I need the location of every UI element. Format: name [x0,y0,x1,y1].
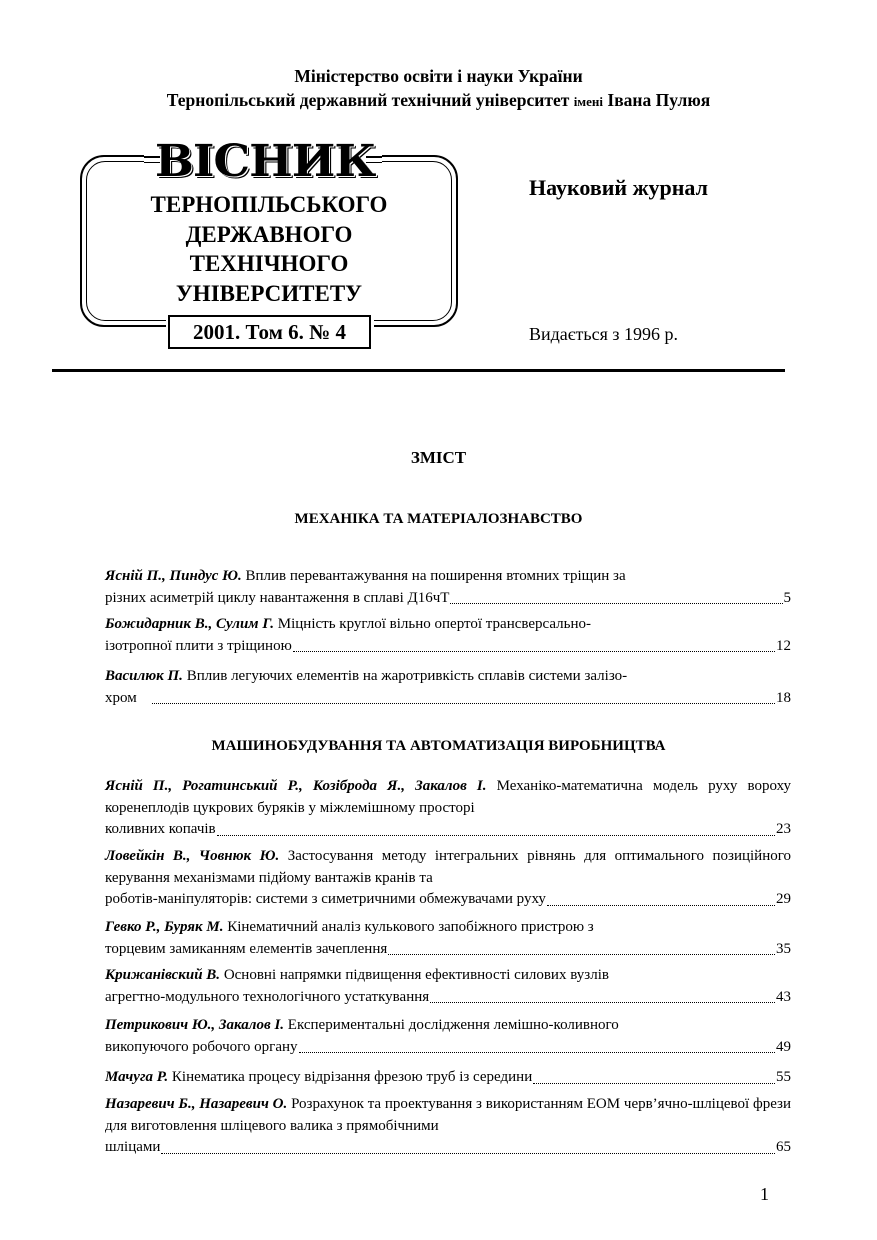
entry-authors: Божидарник В., Сулим Г. [105,616,275,632]
entry-authors: Гевко Р., Буряк М. [105,919,224,935]
entry-title: Вплив легуючих елементів на жаротривкість сплавів системи залізо- [186,668,628,684]
entry-authors: Назаревич Б., Назаревич О. [105,1096,288,1112]
ministry-name: Міністерство освіти і науки України [294,66,583,86]
toc-entry[interactable]: Ловейкін В., Човнюк Ю. Застосування методу інтегральних рівнянь для оптимального позиційного керування механізмами підйому вантажів кранів та роботів-маніпуляторів: системи з симетричними обмежувачами руху 29 [105,846,791,911]
toc-entry[interactable]: Гевко Р., Буряк М. Кінематичний аналіз кулькового запобіжного пристрою з торцевим замиканням елементів зачеплення 35 [105,917,791,960]
toc-entry[interactable]: Ясній П., Рогатинський Р., Козіброда Я., Закалов І. Механіко-математична модель руху вороху коренеплодів цукрових буряків у міжлемішному просторі коливних копачів 23 [105,776,791,841]
entry-title: Основні напрямки підвищення ефективності силових вузлів [223,967,609,983]
dot-leader [293,651,775,652]
toc-entry[interactable]: Ясній П., Пиндус Ю. Вплив перевантажування на поширення втомних тріщин за різних асиметрій циклу навантаження в сплаві Д16чТ 5 [105,566,791,609]
entry-page: 12 [776,637,791,654]
published-since: Видається з 1996 р. [529,324,678,344]
toc-entry[interactable]: Крижанівский В. Основні напрямки підвищення ефективності силових вузлів агрегтно-модульного технологічного устаткування 43 [105,965,791,1008]
page-number: 1 [760,1184,769,1204]
dot-leader [217,835,775,836]
toc-entry[interactable]: Петрикович Ю., Закалов І. Експериментальні дослідження лемішно-коливного викопуючого робочого органу 49 [105,1015,791,1058]
dot-leader [388,954,775,955]
entry-page: 55 [776,1069,791,1085]
logo-subtitle: ТЕРНОПІЛЬСЬКОГО ДЕРЖАВНОГО ТЕХНІЧНОГО УНІВЕРСИТЕТУ [150,192,388,306]
entry-title: Кінематичний аналіз кулькового запобіжного пристрою з [227,919,594,935]
entry-page: 49 [776,1038,791,1055]
entry-authors: Ясній П., Рогатинський Р., Козіброда Я., Закалов І. [105,778,487,794]
issue-label: 2001. Том 6. № 4 [168,315,371,349]
journal-type: Науковий журнал [529,175,708,200]
dot-leader [299,1052,775,1053]
entry-authors: Мачуга Р. [105,1069,169,1085]
dot-leader [161,1153,775,1154]
entry-page: 35 [776,940,791,957]
entry-authors: Петрикович Ю., Закалов І. [105,1017,285,1033]
entry-authors: Крижанівский В. [105,967,221,983]
entry-page: 23 [776,821,791,837]
entry-title: Вплив перевантажування на поширення втомних тріщин за [245,568,626,584]
dot-leader [533,1083,775,1084]
dot-leader [547,905,775,906]
journal-logo [80,136,462,352]
entry-page: 43 [776,988,791,1005]
dot-leader [450,603,782,604]
entry-page: 65 [776,1139,791,1155]
entry-title: Розрахунок та проектування з використанням ЕОМ черв’ячно-шліцевої фрези для виготовлення шліцевого валика з прямобічними [105,1096,792,1134]
entry-page: 5 [783,589,791,606]
entry-authors: Ловейкін В., Човнюк Ю. [105,848,280,864]
entry-title: Експериментальні дослідження лемішно-коливного [287,1017,619,1033]
entry-title: Кінематика процесу відрізання фрезою труб із середини [171,1069,533,1085]
entry-title: Механіко-математична модель руху вороху коренеплодів цукрових буряків у міжлемішному просторі [105,778,791,816]
logo-title: ВІСНИК [154,136,376,187]
toc-title: ЗМІСТ [410,448,467,467]
dot-leader [430,1002,775,1003]
publisher-header [0,64,877,114]
entry-page: 18 [776,689,791,706]
university-name: Тернопільський державний технічний університет імені Івана Пулюя [166,90,711,110]
entry-authors: Ясній П., Пиндус Ю. [105,568,242,584]
section-heading: МАШИНОБУДУВАННЯ ТА АВТОМАТИЗАЦІЯ ВИРОБНИЦТВА [211,738,666,754]
header-divider [52,369,785,372]
toc-entry[interactable]: Василюк П. Вплив легуючих елементів на жаротривкість сплавів системи залізо- хром 18 [105,666,791,709]
section-heading: МЕХАНІКА ТА МАТЕРІАЛОЗНАВСТВО [294,511,583,527]
entry-page: 29 [776,891,791,907]
toc-entry[interactable]: Назаревич Б., Назаревич О. Розрахунок та проектування з використанням ЕОМ черв’ячно-шліцевої фрези для виготовлення шліцевого валика з прямобічними шліцами 65 [105,1094,791,1159]
dot-leader [152,703,775,704]
entry-title: Застосування методу інтегральних рівнянь для оптимального позиційного керування механізмами підйому вантажів кранів та [105,848,792,886]
toc-entry[interactable]: Божидарник В., Сулим Г. Міцність круглої вільно опертої трансверсально- ізотропної плити з тріщиною 12 [105,614,791,657]
entry-title: Міцність круглої вільно опертої трансверсально- [277,616,592,632]
toc-entry[interactable] [105,1067,791,1089]
entry-authors: Василюк П. [105,668,183,684]
